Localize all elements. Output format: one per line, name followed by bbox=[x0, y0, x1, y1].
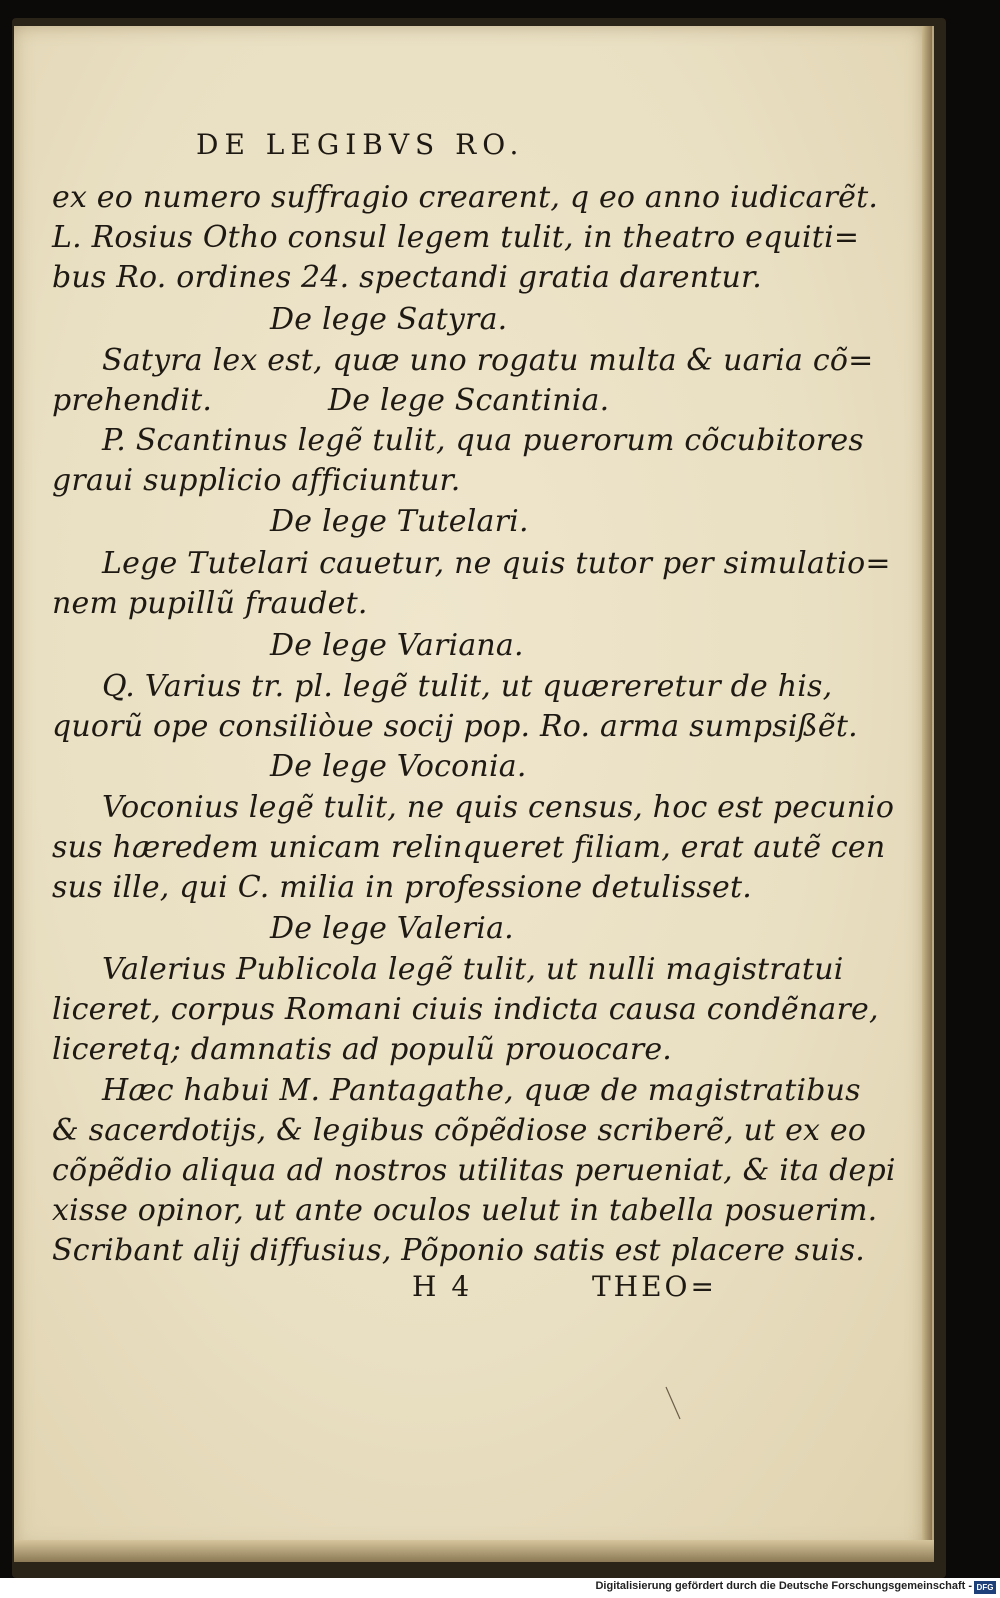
text-line: Hæc habui M. Pantagathe, quæ de magistratibus bbox=[102, 1073, 861, 1108]
section-heading: De lege Tutelari. bbox=[270, 504, 529, 539]
section-heading: De lege Satyra. bbox=[270, 302, 508, 337]
text-line: liceretq; damnatis ad populũ prouocare. bbox=[52, 1032, 673, 1067]
text-line: bus Ro. ordines 24. spectandi gratia darentur. bbox=[52, 260, 763, 295]
text-line: liceret, corpus Romani ciuis indicta causa condẽnare, bbox=[52, 992, 879, 1027]
page-bottom-edge bbox=[14, 1540, 934, 1562]
page-fore-edge bbox=[922, 26, 932, 1562]
text-line: ex eo numero suffragio crearent, q eo anno iudicarẽt. bbox=[52, 180, 879, 215]
text-line: L. Rosius Otho consul legem tulit, in theatro equiti= bbox=[52, 220, 860, 255]
text-line: & sacerdotijs, & legibus cõpẽdiose scriberẽ, ut ex eo bbox=[52, 1113, 867, 1148]
text-line: Q. Varius tr. pl. legẽ tulit, ut quæreretur de his, bbox=[102, 669, 833, 704]
text-line: Voconius legẽ tulit, ne quis census, hoc est pecunio bbox=[102, 790, 895, 825]
text-line: Lege Tutelari cauetur, ne quis tutor per simulatio= bbox=[102, 546, 891, 581]
section-heading: De lege Variana. bbox=[270, 628, 524, 663]
footer-credit: Digitalisierung gefördert durch die Deutsche Forschungsgemeinschaft - bbox=[595, 1580, 972, 1592]
text-line: prehendit. bbox=[52, 383, 213, 418]
section-heading: De lege Valeria. bbox=[270, 911, 514, 946]
dfg-logo: DFG bbox=[974, 1581, 996, 1594]
text-line: Valerius Publicola legẽ tulit, ut nulli magistratui bbox=[102, 952, 844, 987]
section-heading: De lege Voconia. bbox=[270, 749, 527, 784]
text-line: sus ille, qui C. milia in professione detulisset. bbox=[52, 870, 752, 905]
text-line: sus hæredem unicam relinqueret filiam, erat autẽ cen bbox=[52, 830, 886, 865]
text-line: quorũ ope consiliòue socij pop. Ro. arma sumpsißẽt. bbox=[52, 709, 858, 744]
text-line: Scribant alij diffusius, Põponio satis est placere suis. bbox=[52, 1233, 866, 1268]
pencil-mark bbox=[664, 1385, 682, 1421]
text-block bbox=[52, 180, 896, 1310]
catchword: THEO= bbox=[592, 1270, 717, 1303]
footer-bar bbox=[0, 1578, 1000, 1598]
text-line: Satyra lex est, quæ uno rogatu multa & uaria cõ= bbox=[102, 343, 874, 378]
signature-mark: H 4 bbox=[412, 1270, 473, 1303]
text-line: cõpẽdio aliqua ad nostros utilitas perueniat, & ita depi bbox=[52, 1153, 896, 1188]
text-line: graui supplicio afficiuntur. bbox=[52, 463, 461, 498]
text-line: xisse opinor, ut ante oculos uelut in tabella posuerim. bbox=[52, 1193, 878, 1228]
section-heading: De lege Scantinia. bbox=[328, 383, 610, 418]
text-line: P. Scantinus legẽ tulit, qua puerorum cõcubitores bbox=[102, 423, 864, 458]
running-head: DE LEGIBVS RO. bbox=[196, 128, 525, 161]
text-line: nem pupillũ fraudet. bbox=[52, 586, 368, 621]
